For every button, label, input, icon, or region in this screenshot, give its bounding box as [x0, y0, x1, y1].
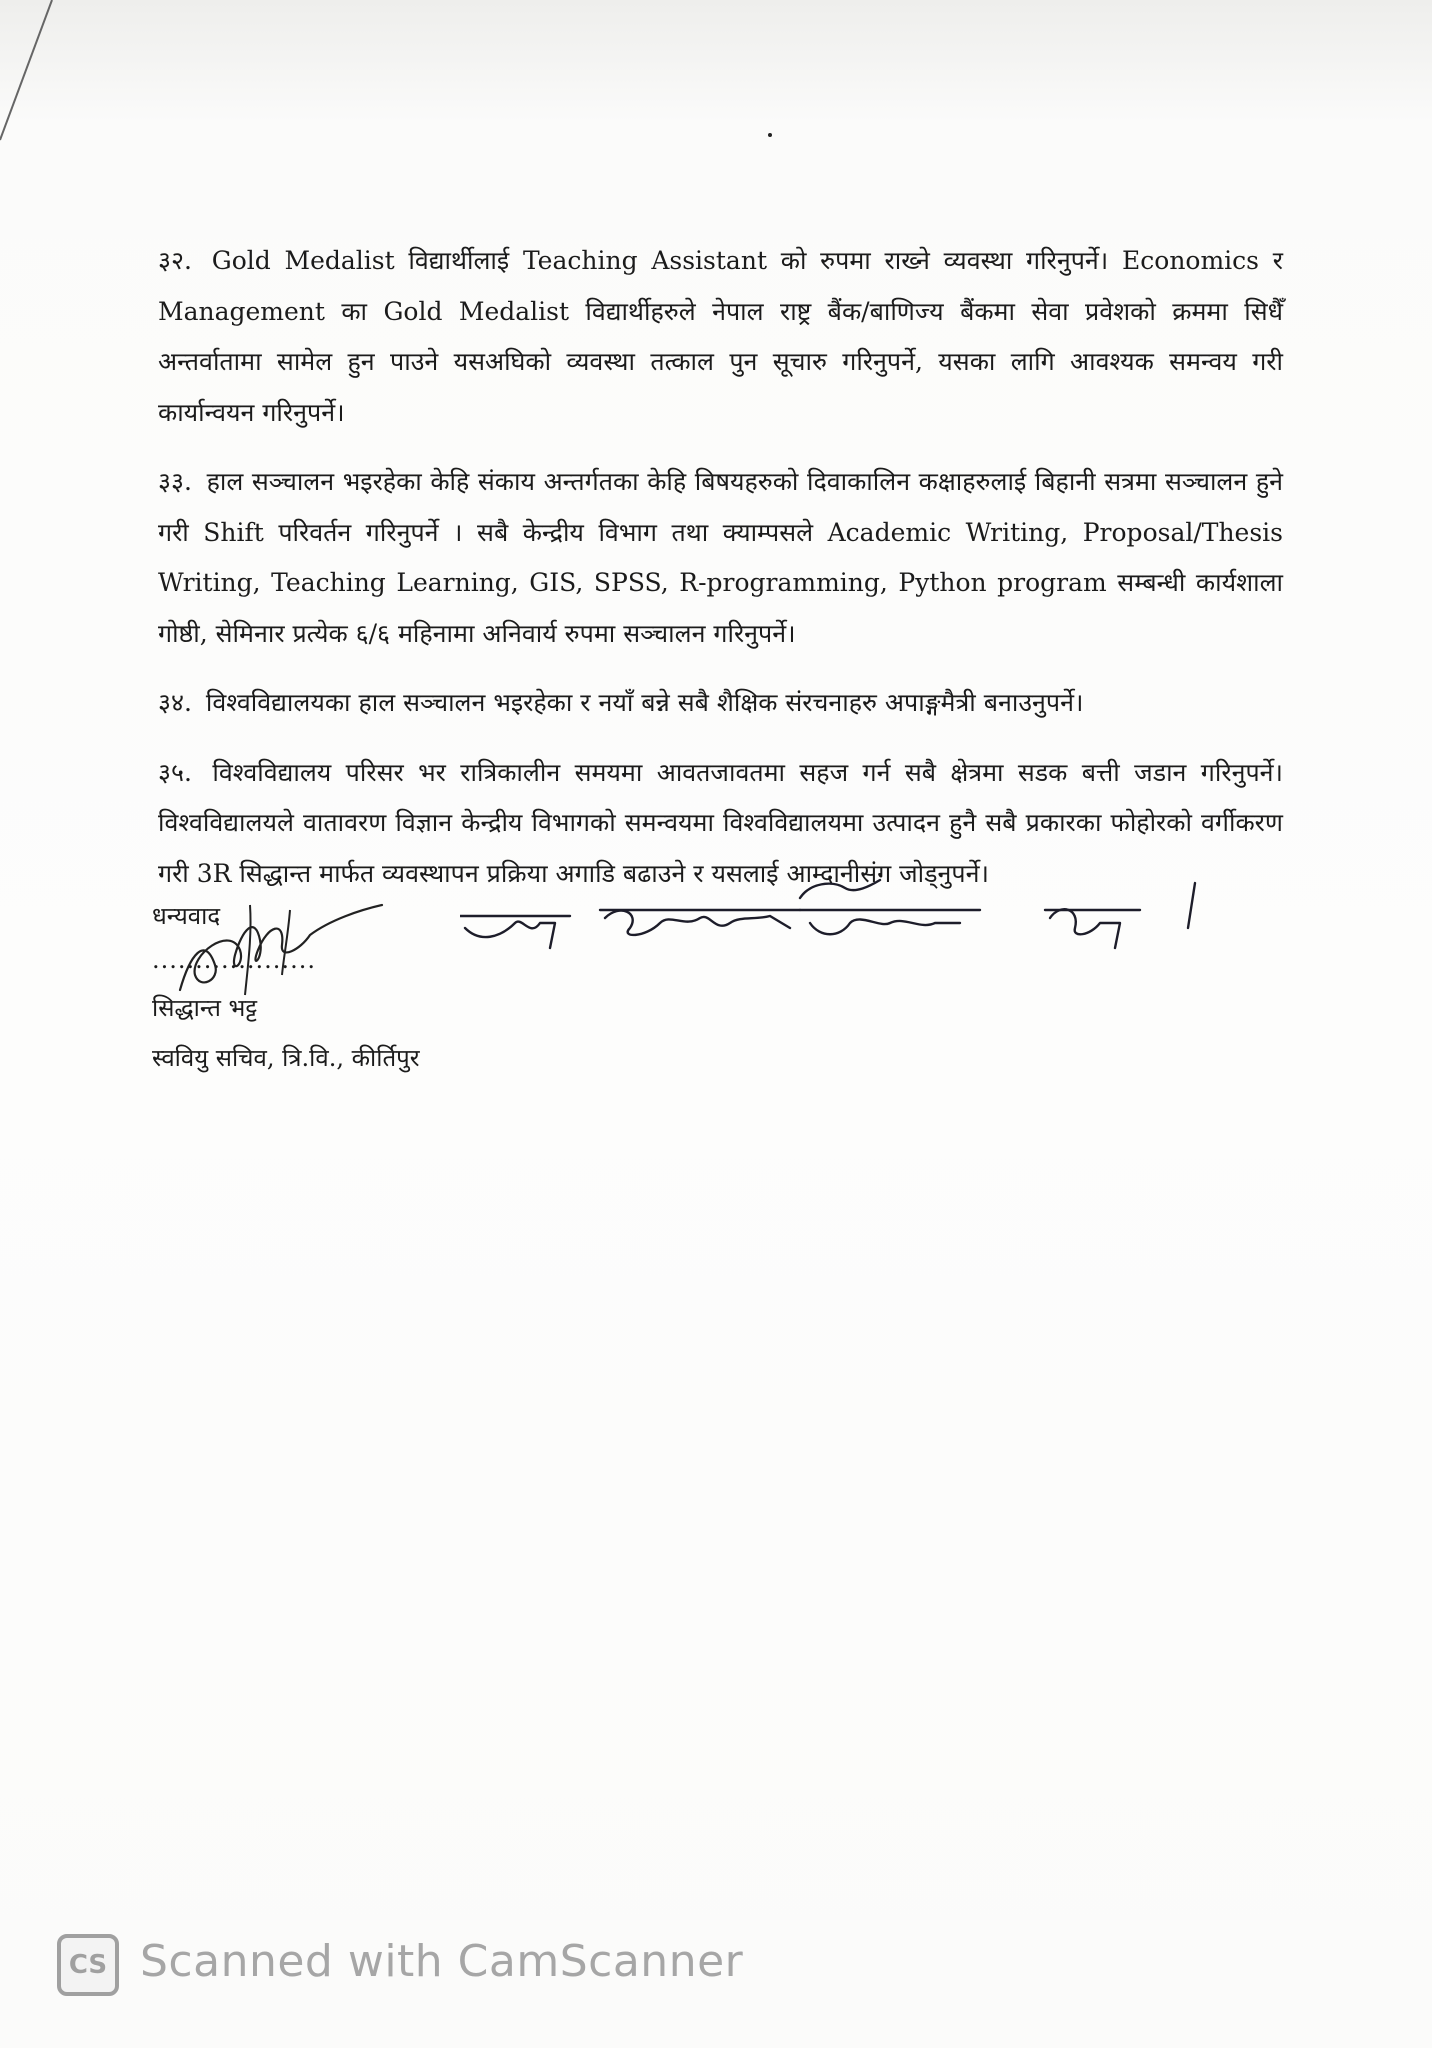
paragraph-text: विश्वविद्यालय परिसर भर रात्रिकालीन समयमा आवतजावतमा सहज गर्न सबै क्षेत्रमा सडक बत्ती जडान गरिनुपर्ने। विश्वविद्यालयले वातावरण विज्ञान केन्द्रीय विभागको समन्वयमा विश्वविद्यालयमा उत्पादन हुनै सबै प्रकारका फोहोरको वर्गीकरण गरी 3R सिद्धान्त मार्फत व्यवस्थापन प्रक्रिया अगाडि बढाउने र यसलाई आम्दानीसंग जोड्नुपर्ने। [158, 757, 1284, 888]
paragraph-text: विश्वविद्यालयका हाल सञ्चालन भइरहेका र नयाँ बन्ने सबै शैक्षिक संरचनाहरु अपाङ्गमैत्री बनाउनुपर्ने। [205, 688, 1084, 717]
closing-thanks: धन्यवाद [152, 902, 221, 930]
paragraph-34 [158, 678, 1283, 729]
camscanner-watermark-text: Scanned with CamScanner [140, 1936, 744, 1987]
page-fold-line [0, 0, 60, 160]
signer-title: स्ववियु सचिव, त्रि.वि., कीर्तिपुर [152, 1044, 420, 1072]
camscanner-logo-icon: CS [57, 1934, 119, 1996]
paragraph-33 [158, 457, 1283, 659]
handwritten-signature-icon [160, 895, 390, 1005]
paragraph-number: ३४. [158, 688, 192, 717]
signer-name: सिद्धान्त भट्ट [152, 994, 258, 1022]
paragraph-text: Gold Medalist विद्यार्थीलाई Teaching Assistant को रुपमा राख्ने व्यवस्था गरिनुपर्ने। Economics र Management का Gold Medalist विद्यार्थीहरुले नेपाल राष्ट्र बैंक/बाणिज्य बैंकमा सेवा प्रवेशको क्रममा सिधैँ अन्तर्वातामा सामेल हुन पाउने यसअघिको व्यवस्था तत्काल पुन सूचारु गरिनुपर्ने, यसका लागि आवश्यक समन्वय गरी कार्यान्वयन गरिनुपर्ने। [158, 246, 1283, 427]
paragraph-number: ३५. [158, 757, 192, 787]
paragraph-text: हाल सञ्चालन भइरहेका केहि संकाय अन्तर्गतका केहि बिषयहरुको दिवाकालिन कक्षाहरुलाई बिहानी सत्रमा सञ्चालन हुने गरी Shift परिवर्तन गरिनुपर्ने । सबै केन्द्रीय विभाग तथा क्याम्पसले Academic Writing, Proposal/Thesis Writing, Teaching Learning, GIS, SPSS, R-programming, Python program सम्बन्धी कार्यशाला गोष्ठी, सेमिनार प्रत्येक ६/६ महिनामा अनिवार्य रुपमा सञ्चालन गरिनुपर्ने। [158, 467, 1283, 648]
document-body [158, 236, 1283, 918]
paragraph-32 [158, 236, 1283, 438]
paragraph-number: ३३. [158, 467, 192, 496]
handwritten-note-icon [460, 868, 1220, 968]
signature-line: ................... [152, 946, 316, 974]
ink-dot [768, 133, 772, 137]
paragraph-number: ३२. [158, 246, 192, 275]
